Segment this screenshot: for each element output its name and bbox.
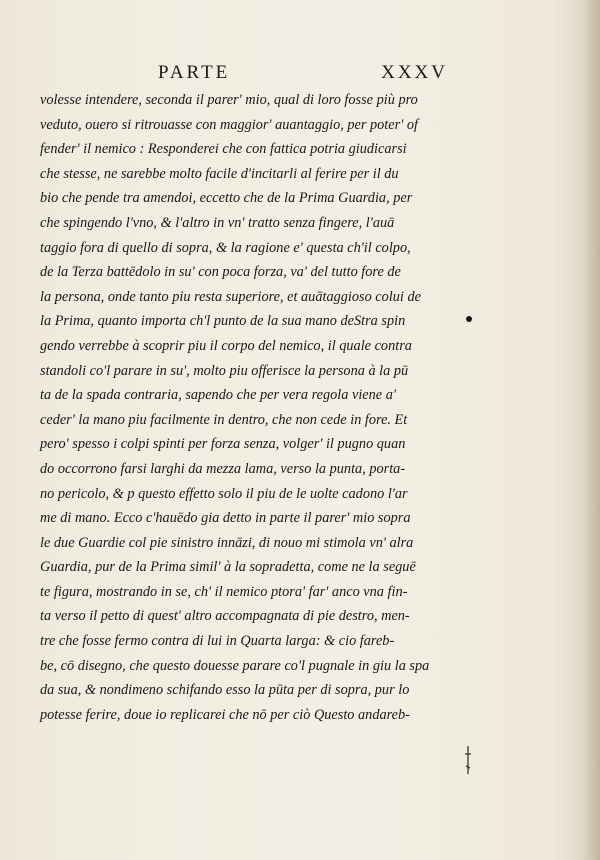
text-line: te figura, mostrando in se, ch' il nemico ptora' far' anco vna fin-: [40, 583, 408, 600]
text-line: bio che pende tra amendoi, eccetto che de la Prima Guardia, per: [40, 190, 413, 207]
text-line: che spingendo l'vno, & l'altro in vn' tratto senza fingere, l'auā: [40, 214, 395, 231]
text-line: che stesse, ne sarebbe molto facile d'incitarli al ferire per il du: [40, 165, 399, 182]
text-line: fender' il nemico : Responderei che con fattica potria giudicarsi: [40, 141, 407, 158]
text-line: me di mano. Ecco c'hauēdo gia detto in parte il parer' mio sopra: [40, 510, 411, 527]
text-line: ceder' la mano piu facilmente in dentro, che non cede in fore. Et: [40, 411, 408, 428]
page-header: [158, 62, 448, 86]
text-line: ta de la spada contraria, sapendo che per vera regola viene a': [40, 387, 396, 404]
text-line: gendo verrebbe à scoprir piu il corpo del nemico, il quale contra: [40, 337, 412, 354]
text-line: volesse intendere, seconda il parer' mio, qual di loro fosse più pro: [40, 92, 418, 108]
text-line: da sua, & nondimeno schifando esso la pūta per di sopra, pur lo: [40, 682, 410, 699]
text-line: standoli co'l parare in su', molto piu offerisce la persona à la pū: [40, 362, 409, 379]
text-line: le due Guardie col pie sinistro innāzi, di nouo mi stimola vn' alra: [40, 534, 414, 551]
running-title: PARTE: [158, 62, 231, 83]
catchword-mark: [463, 744, 473, 778]
text-line: tre che fosse fermo contra di lui in Quarta larga: & cio fareb-: [40, 633, 395, 650]
text-line: la persona, onde tanto piu resta superiore, et auātaggioso colui de: [40, 288, 421, 305]
body-text: [40, 88, 460, 727]
text-line: be, cō disegno, che questo douesse parare co'l pugnale in giu la spa: [40, 657, 430, 674]
text-line: do occorrono farsi larghi da mezza lama, verso la punta, porta-: [40, 460, 406, 477]
text-line: taggio fora di quello di sopra, & la ragione e' questa ch'il colpo,: [40, 239, 411, 256]
text-line: pero' spesso i colpi spinti per forza senza, volger' il pugno quan: [40, 436, 406, 453]
text-line: la Prima, quanto importa ch'l punto de la sua mano deStra spin: [40, 313, 406, 330]
page-gutter-shadow: [582, 0, 600, 860]
text-line: no pericolo, & p questo effetto solo il piu de le uolte cadono l'ar: [40, 485, 408, 502]
text-line: de la Terza battēdolo in su' con poca forza, va' del tutto fore de: [40, 264, 401, 281]
text-line: ta verso il petto di quest' altro accompagnata di pie destro, men-: [40, 608, 410, 625]
text-line: Guardia, pur de la Prima simil' à la sopradetta, come ne la seguē: [40, 559, 416, 576]
folio-number: XXXV: [381, 62, 448, 83]
text-line: veduto, ouero si ritrouasse con maggior' auantaggio, per poter' of: [40, 116, 418, 133]
ink-spot: [466, 316, 472, 322]
text-line: potesse ferire, doue io replicarei che nō per ciò Questo andareb-: [40, 706, 410, 723]
